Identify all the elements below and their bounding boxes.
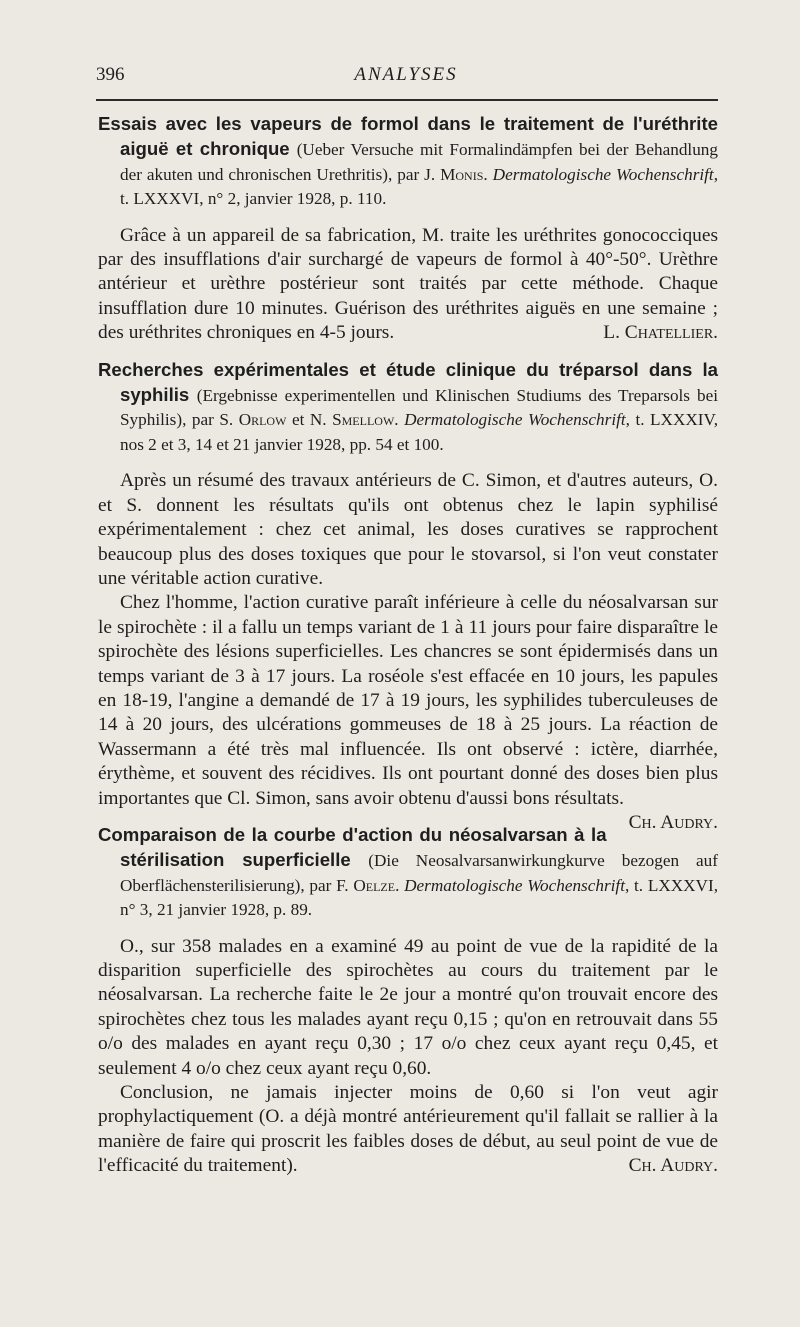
article-title: Essais avec les vapeurs de formol dans le traitement de l'uréthrite aiguë et chronique [98,113,718,160]
citation-details: (Ueber Versuche mit Formalindämpfen bei der Behandlung der akuten und chronischen Urethritis), par J. Monis. Dermatologische Wochenschrift, t. LXXXVI, n° 2, janvier 1928, p. 110. [120,140,719,209]
article-paragraph: Grâce à un appareil de sa fabrication, M. traite les uréthrites gonococciques par des insufflations d'air surchargé de vapeurs de formol à 40°-50°. Urèthre antérieur et urèthre postérieur sont traités par cette méthode. Chaque insufflation dure 10 minutes. Guérison des uréthrites aiguës en une semaine ; des uréthrites chroniques en 4-5 jours. L. Chatellier. [98,224,718,346]
article-treparsol [98,358,718,833]
article-neosalvarsan [98,823,718,1179]
article-citation [98,823,718,923]
author-name: Oelze [353,875,396,895]
article-formol [98,112,718,346]
article-citation [98,112,718,212]
journal-name: Dermatologische Wochenschrift [404,875,625,895]
running-title: ANALYSES [354,64,458,85]
author-name: Monis [440,164,484,184]
article-title: Comparaison de la courbe d'action du néosalvarsan à la stérilisation superficielle [98,823,607,871]
author-name-2: Smellow [332,410,395,430]
article-paragraph: Après un résumé des travaux antérieurs de C. Simon, et d'autres auteurs, O. et S. donnent les résultats qu'ils ont obtenus chez le lapin syphilisé expérimentalement : chez cet animal, les doses curatives se rapprochent beaucoup plus des doses toxiques que pour le stovarsol, si l'on veut constater une véritable action curative. [98,470,718,589]
signature: Ch. Audry. [628,811,718,833]
article-paragraph: Chez l'homme, l'action curative paraît inférieure à celle du néosalvarsan sur le spirochète : il a fallu un temps variant de 1 à 11 jours pour faire disparaître le spirochète des lésions superficielles. Les chancres se sont épidermisés dans un temps variant de 3 à 17 jours. La roséole s'est effacée en 10 jours, les papules en 18-19, l'angine a demandé de 17 à 19 jours, les syphilides tuberculeuses de 14 à 20 jours, des ulcérations gommeuses de 18 à 25 jours. La réaction de Wassermann a été très mal influencée. Ils ont observé : ictère, diarrhée, érythème, et souvent des récidives. Ils ont pourtant donné des doses bien plus importantes que Cl. Simon, sans avoir obtenu d'aussi bons résultats. Ch. Audry. [98,591,718,811]
page-number: 396 [96,64,125,85]
page-content [98,112,718,1191]
page-header [96,64,716,94]
header-rule [96,99,718,101]
journal-name: Dermatologische Wochenschrift [492,164,714,184]
citation-details: (Die Neosalvarsanwirkungkurve bezogen auf Oberflächensterilisierung), par F. Oelze. Dermatologische Wochenschrift, t. LXXXVI, n° 3, 21 janvier 1928, p. 89. [120,851,718,920]
journal-name: Dermatologische Wochenschrift [404,410,626,430]
signature: L. Chatellier. [603,322,718,344]
article-citation [98,358,718,458]
author-name: Orlow [238,410,287,430]
article-title: Recherches expérimentales et étude clinique du tréparsol dans la syphilis [98,358,718,406]
article-paragraph: O., sur 358 malades en a examiné 49 au point de vue de la rapidité de la disparition superficielle des spirochètes au cours du traitement par le néosalvarsan. La recherche faite le 2e jour a montré qu'on trouvait encore des spirochètes chez tous les malades ayant reçu 0,15 ; qu'on en retrouvait dans 55 o/o des malades en ayant reçu 0,30 ; 17 o/o chez ceux ayant reçu 0,45, et seulement 4 o/o chez ceux ayant reçu 0,60. [98,935,718,1079]
signature: Ch. Audry. [628,1155,718,1177]
article-paragraph: Conclusion, ne jamais injecter moins de 0,60 si l'on veut agir prophylactiquement (O. a déjà montré antérieurement qu'il fallait se rallier à la manière de faire qui proscrit les faibles doses de début, au seul point de vue de l'efficacité du traitement). Ch. Audry. [98,1081,718,1179]
citation-details: (Ergebnisse experimentellen und Klinischen Studiums des Treparsols bei Syphilis), par S. Orlow et N. Smellow. Dermatologische Wochenschrift, t. LXXXIV, nos 2 et 3, 14 et 21 janvier 1928, pp. 54 et 100. [120,386,718,454]
